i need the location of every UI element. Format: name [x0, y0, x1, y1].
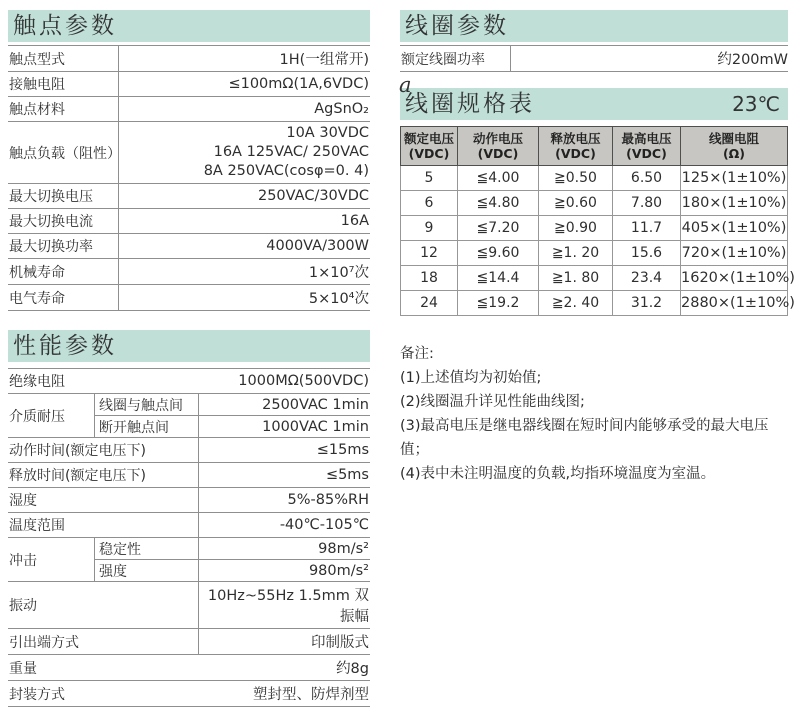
- table-row: [401, 216, 788, 241]
- row-label: 接触电阻: [9, 77, 65, 93]
- right-column: [399, 10, 795, 486]
- subrow-label: 稳定性: [94, 538, 198, 559]
- table-row: [8, 463, 370, 488]
- table-row: [401, 266, 788, 291]
- cell: 31.2: [613, 291, 681, 316]
- row-label: 机械寿命: [9, 264, 65, 281]
- header-row: [401, 127, 788, 166]
- coil-section-title: 线圈参数: [405, 13, 509, 39]
- notes-block: [400, 342, 788, 486]
- left-column: [8, 10, 370, 707]
- performance-section-title: 性能参数: [13, 333, 117, 359]
- cell: 180×(1±10%): [681, 191, 788, 216]
- cell: 6.50: [613, 166, 681, 191]
- table-row: [8, 285, 370, 311]
- cell: 5: [401, 166, 458, 191]
- coil-table-title: 线圈规格表: [405, 91, 535, 117]
- subrow-label: 线圈与触点间: [94, 394, 198, 415]
- row-label: 最大切换电流: [9, 214, 93, 230]
- column-header: 最高电压 (VDC): [613, 127, 681, 166]
- cell: ≧0.90: [539, 216, 613, 241]
- cell: 2880×(1±10%): [681, 291, 788, 316]
- table-row: [8, 234, 370, 259]
- cell: ≧0.50: [539, 166, 613, 191]
- row-label: 触点负载（阻性）: [9, 145, 121, 162]
- table-row: [8, 46, 370, 72]
- row-value: AgSnO₂: [118, 97, 370, 121]
- table-subrow: [94, 394, 370, 416]
- coil-section-header: [400, 10, 788, 42]
- table-row: [8, 209, 370, 234]
- cell: 23.4: [613, 266, 681, 291]
- coil-power-row: [400, 45, 788, 72]
- table-row: [8, 681, 370, 707]
- row-label: 介质耐压: [9, 408, 65, 425]
- table-row: [8, 72, 370, 97]
- value-line: 8A 250VAC(cosφ=0. 4): [203, 163, 369, 179]
- table-subrow: [94, 560, 370, 581]
- row-value: 5%-85%RH: [198, 488, 370, 512]
- column-header: 线圈电阻 (Ω): [681, 127, 788, 166]
- row-value: 1000VAC 1min: [198, 416, 370, 437]
- table-row: [8, 513, 370, 538]
- row-label: 触点型式: [9, 51, 65, 68]
- row-label: 电气寿命: [9, 290, 65, 307]
- row-value: 980m/s²: [198, 560, 370, 581]
- coil-table-section-header: [399, 73, 788, 120]
- table-row: [8, 582, 370, 629]
- cell: ≦14.4: [458, 266, 539, 291]
- column-header: 动作电压 (VDC): [458, 127, 539, 166]
- row-value: 250VAC/30VDC: [118, 184, 370, 208]
- cell: 24: [401, 291, 458, 316]
- row-label: 最大切换电压: [9, 189, 93, 205]
- cell: 18: [401, 266, 458, 291]
- row-value: [118, 122, 370, 183]
- table-row: [8, 488, 370, 513]
- row-value: 5×10⁴次: [118, 285, 370, 310]
- cell: 9: [401, 216, 458, 241]
- row-value: -40℃-105℃: [198, 513, 370, 537]
- performance-section-header: [8, 330, 370, 362]
- table-row: [8, 184, 370, 209]
- cell: 11.7: [613, 216, 681, 241]
- table-row: [8, 438, 370, 463]
- note-item: (3)最高电压是继电器线圈在短时间内能够承受的最大电压值；: [400, 418, 769, 458]
- cell: 405×(1±10%): [681, 216, 788, 241]
- row-value: 1000MΩ(500VDC): [238, 373, 369, 389]
- row-value: 4000VA/300W: [118, 234, 370, 258]
- row-value: 2500VAC 1min: [198, 394, 370, 415]
- table-row-group: [8, 394, 370, 438]
- cell: ≦4.00: [458, 166, 539, 191]
- cell: ≦19.2: [458, 291, 539, 316]
- subrow-label: 断开触点间: [94, 416, 198, 437]
- row-value: ≤5ms: [198, 463, 370, 487]
- cell: ≧0.60: [539, 191, 613, 216]
- row-value: 16A: [118, 209, 370, 233]
- subrow-label: 强度: [94, 560, 198, 581]
- table-row: [401, 241, 788, 266]
- row-label: 额定线圈功率: [401, 51, 485, 68]
- row-label: 温度范围: [9, 518, 65, 534]
- row-label: 振动: [9, 598, 37, 614]
- table-row: [8, 655, 370, 681]
- cell: 7.80: [613, 191, 681, 216]
- row-label: 绝缘电阻: [9, 374, 65, 390]
- note-item: (1)上述值均为初始值;: [400, 370, 542, 386]
- table-subrow: [94, 416, 370, 437]
- contact-section-header: [8, 10, 370, 42]
- row-value: ≤100mΩ(1A,6VDC): [118, 72, 370, 96]
- table-row: [8, 97, 370, 122]
- cell: ≧1. 80: [539, 266, 613, 291]
- contact-section-title: 触点参数: [13, 13, 117, 39]
- row-value: 约200mW: [510, 46, 788, 71]
- value-line: 16A 125VAC/ 250VAC: [213, 144, 369, 160]
- row-label: 引出端方式: [9, 634, 79, 651]
- cell: 6: [401, 191, 458, 216]
- cell: ≦7.20: [458, 216, 539, 241]
- coil-table-body: [401, 166, 795, 316]
- table-row: [8, 122, 370, 184]
- ambient-temperature: 23℃: [732, 92, 780, 116]
- value-line: 10A 30VDC: [286, 125, 369, 141]
- row-value: 98m/s²: [198, 538, 370, 559]
- group-body: [94, 394, 370, 437]
- table-row: [8, 369, 370, 394]
- cell: ≦9.60: [458, 241, 539, 266]
- table-subrow: [94, 538, 370, 560]
- row-value: 约8g: [336, 661, 369, 677]
- cell: ≦4.80: [458, 191, 539, 216]
- table-row: [401, 166, 788, 191]
- cell: 12: [401, 241, 458, 266]
- column-header: 释放电压 (VDC): [539, 127, 613, 166]
- notes-title: 备注:: [400, 346, 434, 362]
- column-header: 额定电压 (VDC): [401, 127, 458, 166]
- row-value: 印制版式: [198, 629, 370, 654]
- row-label: 湿度: [9, 493, 37, 509]
- table-row: [401, 191, 788, 216]
- row-label: 重量: [9, 660, 37, 677]
- row-label: 触点材料: [9, 102, 65, 118]
- cell: 1620×(1±10%): [681, 266, 788, 291]
- table-row-group: [8, 538, 370, 582]
- performance-spec-table: [8, 368, 370, 707]
- row-label: 动作时间(额定电压下): [9, 443, 146, 459]
- row-label: 封装方式: [9, 686, 65, 703]
- row-value: 1×10⁷次: [118, 259, 370, 284]
- cell: 125×(1±10%): [681, 166, 788, 191]
- group-body: [94, 538, 370, 581]
- row-label: 最大切换功率: [9, 239, 93, 255]
- coil-spec-table: [400, 126, 795, 316]
- cell: ≧2. 40: [539, 291, 613, 316]
- table-row: [8, 259, 370, 285]
- note-item: (2)线圈温升详见性能曲线图;: [400, 394, 585, 410]
- row-label: 冲击: [9, 552, 37, 569]
- row-value: 1H(一组常开): [118, 46, 370, 71]
- cell: ≧1. 20: [539, 241, 613, 266]
- row-value: 塑封型、防焊剂型: [253, 687, 369, 703]
- row-label: 释放时间(额定电压下): [9, 468, 146, 484]
- coil-table-head: [401, 127, 788, 166]
- stray-glyph: a: [399, 73, 412, 97]
- table-row: [401, 291, 788, 316]
- row-value: ≤15ms: [198, 438, 370, 462]
- contact-spec-table: [8, 45, 370, 311]
- note-item: (4)表中未注明温度的负载,均指环境温度为室温。: [400, 466, 716, 482]
- cell: 15.6: [613, 241, 681, 266]
- cell: 720×(1±10%): [681, 241, 788, 266]
- row-value: 10Hz~55Hz 1.5mm 双振幅: [198, 582, 370, 628]
- table-row: [8, 629, 370, 655]
